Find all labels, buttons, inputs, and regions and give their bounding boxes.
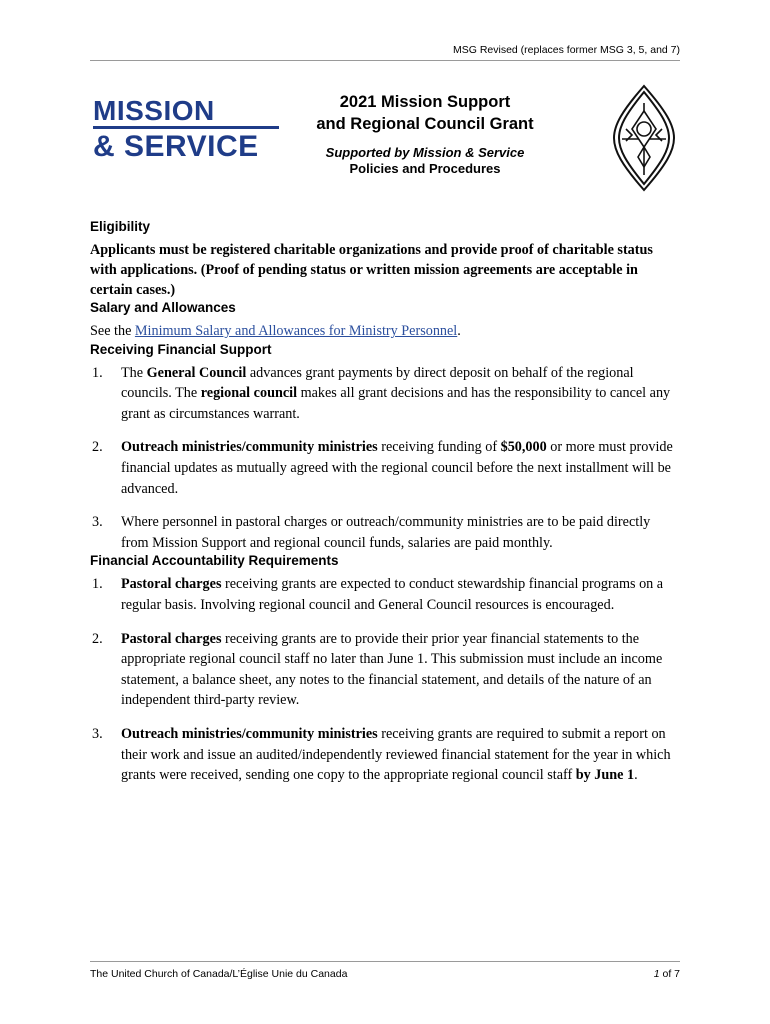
list-item xyxy=(90,724,680,786)
list-item xyxy=(90,629,680,711)
doc-subtitle-policies: Policies and Procedures xyxy=(349,160,501,176)
financial-accountability-list xyxy=(90,574,680,785)
list-marker: 2. xyxy=(92,630,103,647)
salary-see-prefix: See the xyxy=(90,323,135,340)
list-item xyxy=(90,512,680,553)
list-item xyxy=(90,437,680,499)
page-footer xyxy=(90,961,680,980)
section-heading-receiving-financial-support: Receiving Financial Support xyxy=(90,341,272,357)
footer-page-number xyxy=(654,968,680,980)
list-item xyxy=(90,363,680,425)
masthead xyxy=(90,83,680,195)
eligibility-paragraph: Applicants must be registered charitable organizations and provide proof of charitable status with applications. (Proof of pending status or written mission agreements are acceptable in certain cases.) xyxy=(90,242,653,299)
logo-line-mission: MISSION xyxy=(93,95,215,126)
title-block xyxy=(280,91,570,176)
list-item-text: Pastoral charges receiving grants are expected to conduct stewardship financial programs on a regular basis. Involving regional council and General Council resources is encouraged. xyxy=(121,576,664,613)
doc-title-line-1: 2021 Mission Support xyxy=(339,93,511,111)
page-header xyxy=(90,0,680,61)
receiving-financial-support-list xyxy=(90,363,680,554)
header-divider xyxy=(90,60,680,61)
list-marker: 1. xyxy=(92,364,103,381)
section-heading-financial-accountability-requirements: Financial Accountability Requirements xyxy=(90,553,339,569)
list-item-text: Pastoral charges receiving grants are to provide their prior year financial statements to the appropriate regional council staff no later than June 1. This submission must include an income statement, a balance sheet, any notes to the financial statement, and details of the nature of an independent third-party review. xyxy=(121,630,663,709)
list-marker: 3. xyxy=(92,514,103,531)
footer-organization: The United Church of Canada/L’Église Unie du Canada xyxy=(90,968,348,980)
footer-page-total: of 7 xyxy=(659,968,680,980)
footer-divider xyxy=(90,961,680,962)
doc-title-line-2: and Regional Council Grant xyxy=(316,115,534,134)
salary-see-suffix: . xyxy=(457,323,461,340)
list-marker: 2. xyxy=(92,439,103,456)
section-heading-salary-and-allowances: Salary and Allowances xyxy=(90,300,236,316)
united-church-crest-icon xyxy=(608,83,680,193)
section-heading-eligibility: Eligibility xyxy=(90,219,151,234)
list-item xyxy=(90,574,680,615)
list-item-text: Outreach ministries/community ministries receiving grants are required to submit a report on their work and issue an audited/independently reviewed financial statement for the year in which grants were received, sending one copy to the appropriate regional council staff by June 1. xyxy=(121,725,671,784)
list-item-text: Where personnel in pastoral charges or outreach/community ministries are to be paid directly from Mission Support and regional council funds, salaries are paid monthly. xyxy=(121,514,651,551)
list-marker: 1. xyxy=(92,576,103,593)
header-revision-note: MSG Revised (replaces former MSG 3, 5, and 7) xyxy=(453,44,680,56)
footer-page-current: 1 xyxy=(653,968,660,980)
mission-and-service-logo xyxy=(93,97,283,163)
document-content xyxy=(90,219,680,786)
logo-divider-bar xyxy=(93,126,279,129)
list-item-text: The General Council advances grant payments by direct deposit on behalf of the regional councils. The regional council makes all grant decisions and has the responsibility to cancel any grant as circumstances warrant. xyxy=(121,364,671,422)
salary-paragraph xyxy=(90,321,680,341)
list-item-text: Outreach ministries/community ministries receiving funding of $50,000 or more must provide financial updates as mutually agreed with the regional council before the next installment will be advanced. xyxy=(121,439,673,497)
doc-subtitle-supported-by: Supported by Mission & Service xyxy=(325,144,525,160)
minimum-salary-link[interactable]: Minimum Salary and Allowances for Ministry Personnel xyxy=(134,323,458,340)
logo-line-service: & SERVICE xyxy=(93,130,259,163)
list-marker: 3. xyxy=(92,725,103,742)
